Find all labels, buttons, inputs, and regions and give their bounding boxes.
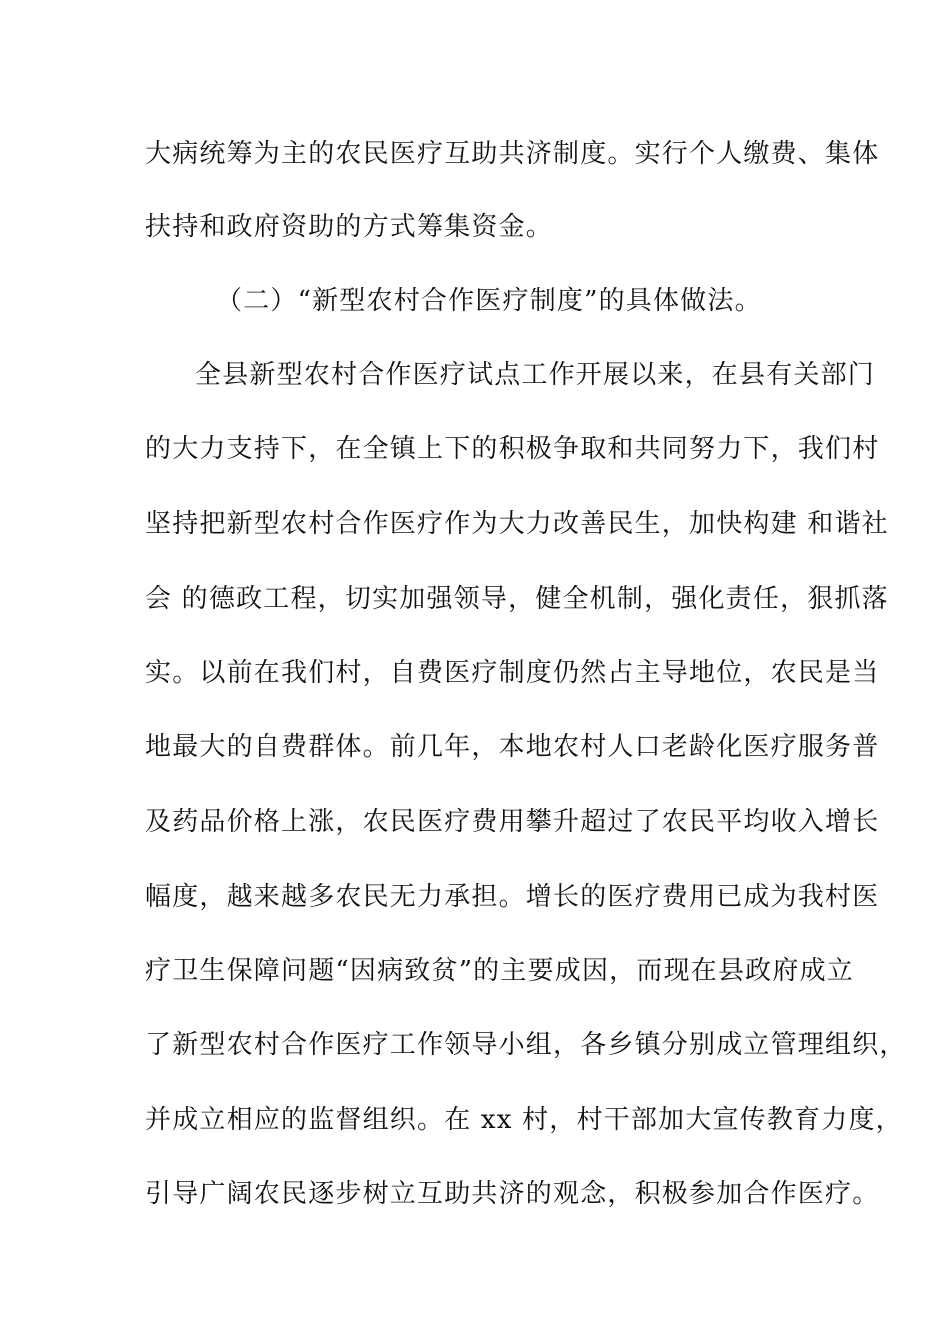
text-line: 的大力支持下，在全镇上下的积极争取和共同努力下，我们村: [145, 434, 880, 464]
text-line: 大病统筹为主的农民医疗互助共济制度。实行个人缴费、集体: [145, 139, 880, 169]
text-line: 疗卫生保障问题“因病致贫”的主要成因，而现在县政府成立: [145, 956, 854, 986]
text-line: 实。以前在我们村，自费医疗制度仍然占主导地位，农民是当: [145, 658, 880, 688]
section-heading: （二）“新型农村合作医疗制度”的具体做法。: [216, 286, 762, 316]
text-line: 及药品价格上涨，农民医疗费用攀升超过了农民平均收入增长: [145, 807, 880, 837]
text-line: 全县新型农村合作医疗试点工作开展以来，在县有关部门: [195, 360, 876, 390]
text-line: 了新型农村合作医疗工作领导小组，各乡镇分别成立管理组织，: [145, 1030, 907, 1060]
text-line: 坚持把新型农村合作医疗作为大力改善民生，加快构建 和谐社: [145, 509, 889, 539]
text-line: 幅度，越来越多农民无力承担。增长的医疗费用已成为我村医: [145, 882, 880, 912]
text-line: 并成立相应的监督组织。在 xx 村，村干部加大宣传教育力度，: [145, 1105, 903, 1135]
text-line: 扶持和政府资助的方式筹集资金。: [145, 212, 554, 242]
text-line: 引导广阔农民逐步树立互助共济的观念，积极参加合作医疗。: [145, 1179, 880, 1209]
text-line: 地最大的自费群体。前几年，本地农村人口老龄化医疗服务普: [145, 732, 880, 762]
text-line: 会 的德政工程，切实加强领导，健全机制，强化责任，狠抓落: [145, 584, 889, 614]
